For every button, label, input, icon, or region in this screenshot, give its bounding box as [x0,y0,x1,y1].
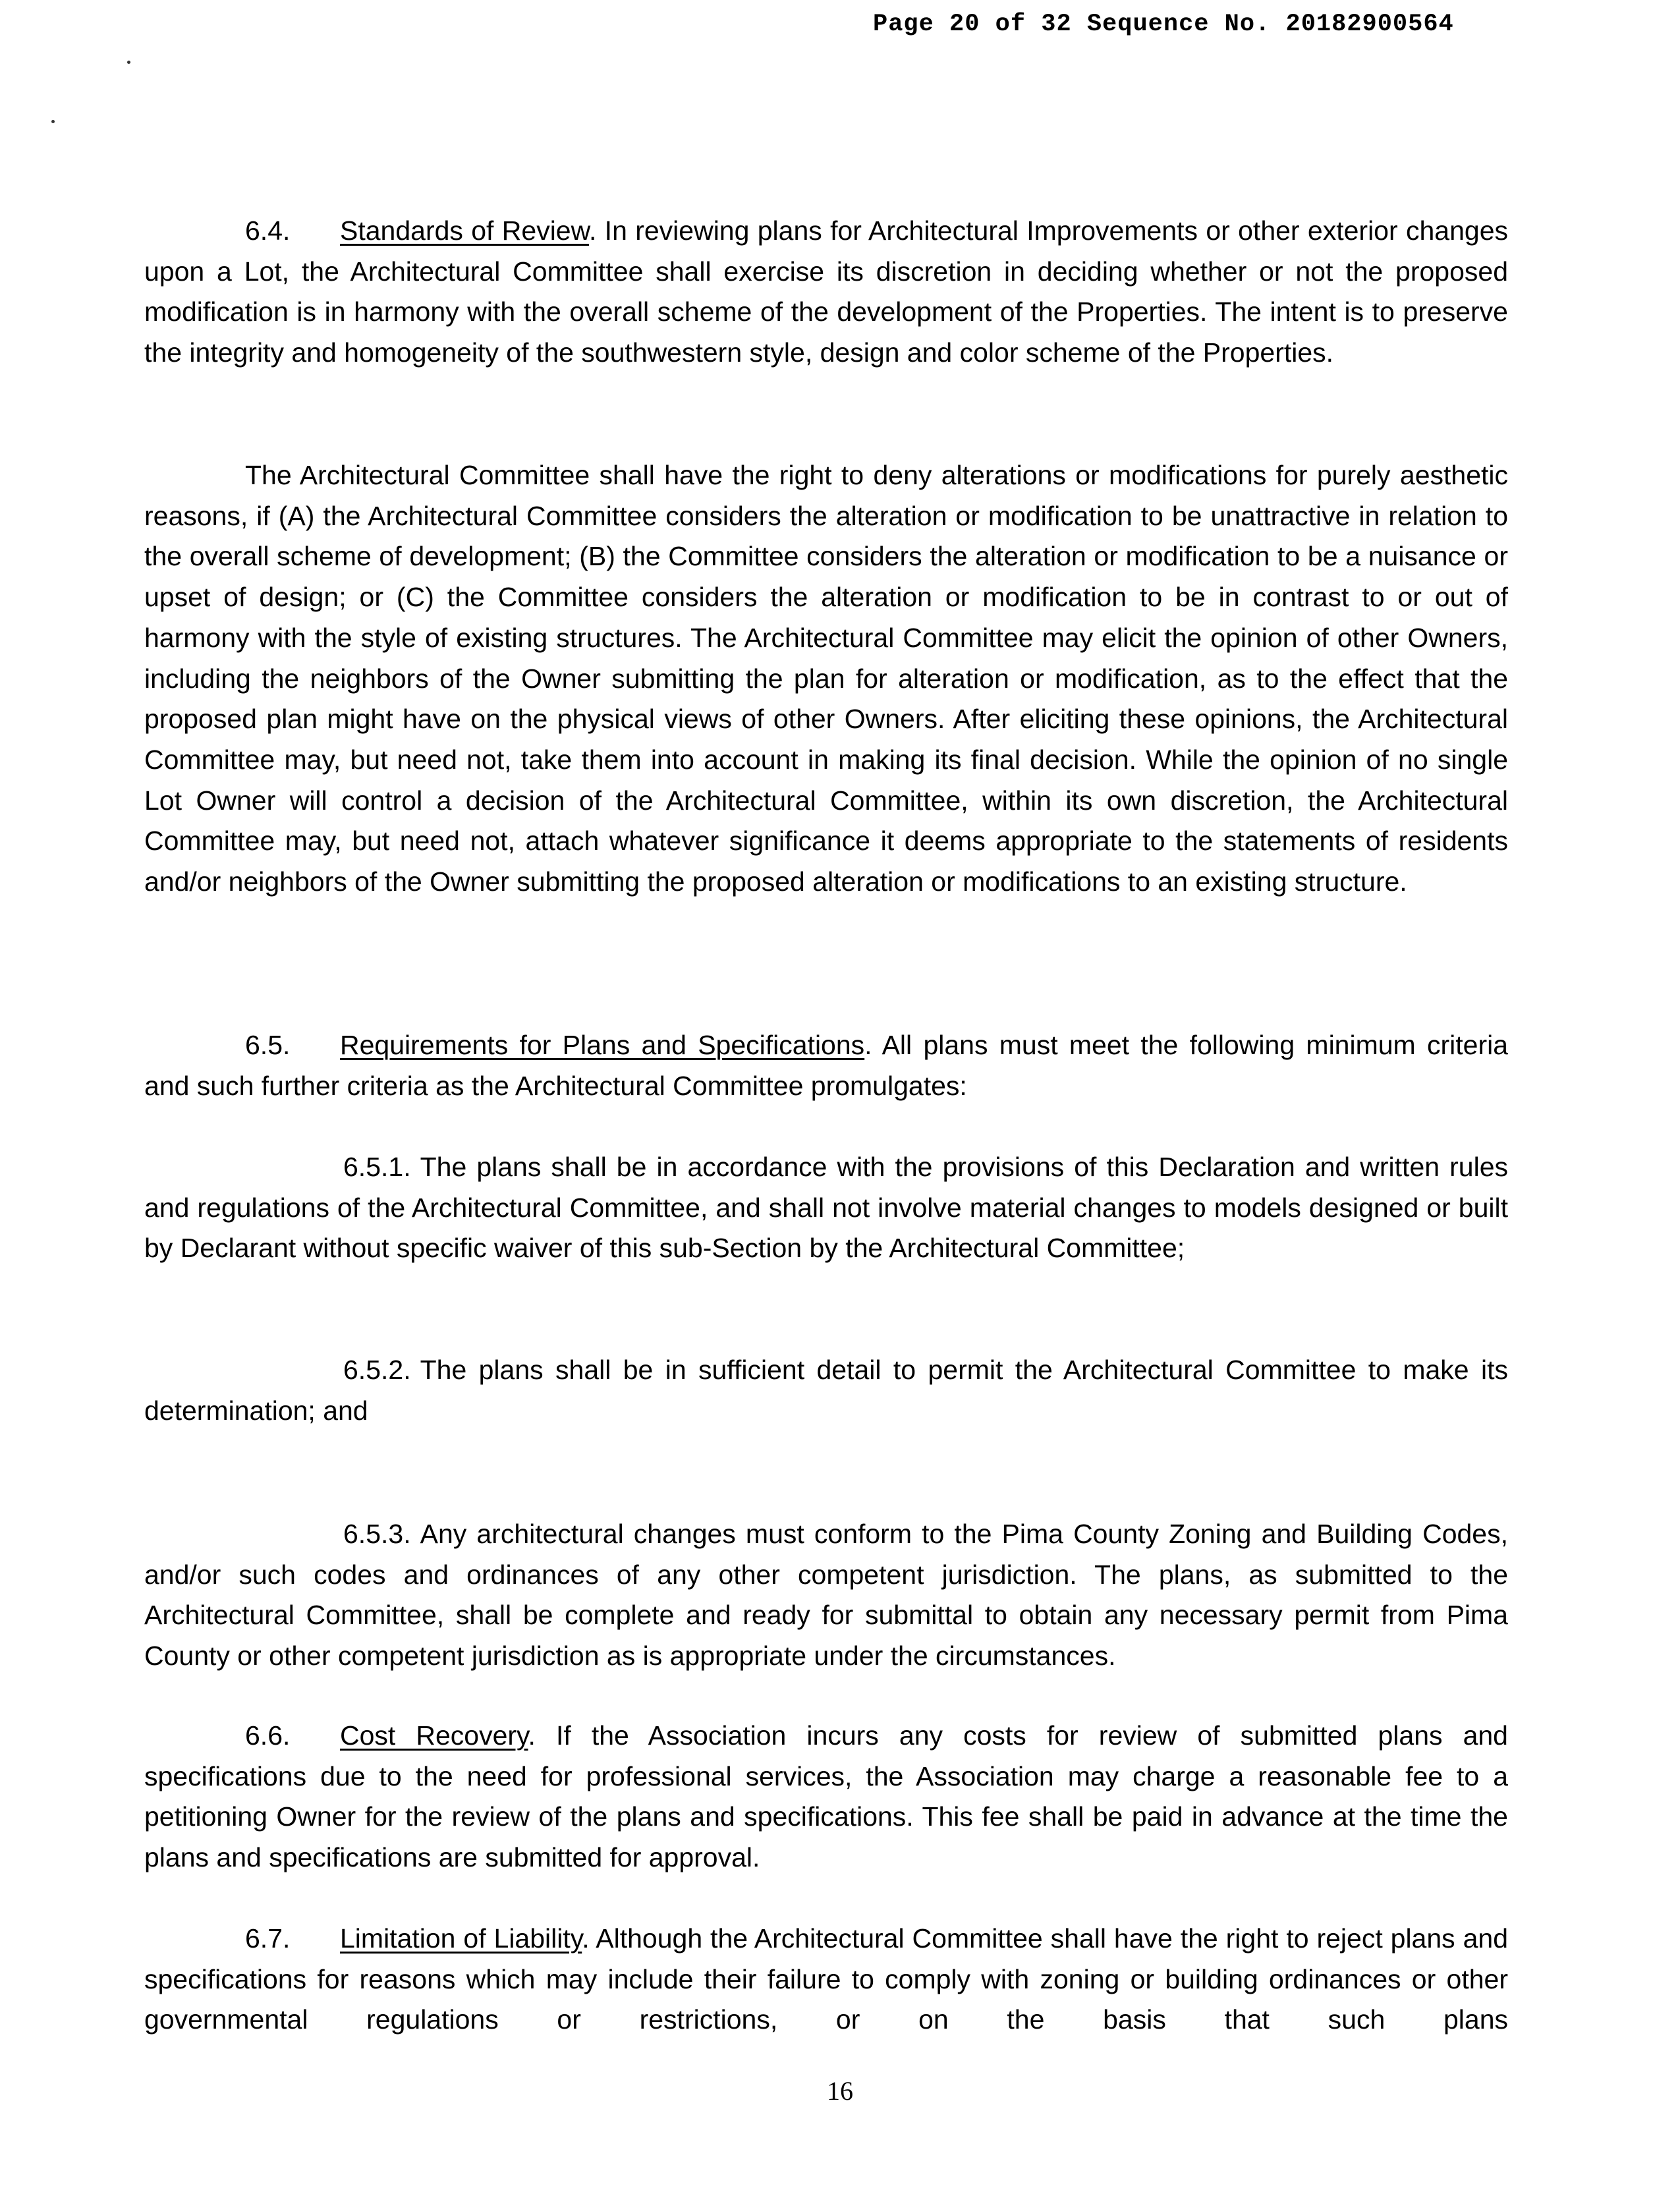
scan-speck [51,120,55,123]
section-number: 6.5. [245,1030,291,1060]
scan-speck [127,61,130,64]
section-number: 6.5.2. [343,1355,411,1385]
section-body: The plans shall be in sufficient detail to permit the Architectural Committee to make its determination; and [144,1355,1508,1426]
section-6-4-paragraph-2: The Architectural Committee shall have the right to deny alterations or modifications for purely aesthetic reasons, if (A) the Architectural Committee considers the alteration or modification to be unattractive in relation to the overall scheme of development; (B) the Committee considers the alteration or modification to be a nuisance or upset of design; or (C) the Committee considers the alteration or modification to be in contrast to or out of harmony with the style of existing structures. The Architectural Committee may elicit the opinion of other Owners, including the neighbors of the Owner submitting the plan for alteration or modification, as to the effect that the proposed plan might have on the physical views of other Owners. After eliciting these opinions, the Architectural Committee may, but need not, take them into account in making its final decision. While the opinion of no single Lot Owner will control a decision of the Architectural Committee, within its own discretion, the Architectural Committee may, but need not, attach whatever significance it deems appropriate to the statements of residents and/or neighbors of the Owner submitting the proposed alteration or modifications to an existing structure. [144,460,1508,897]
section-6-7 [144,1919,1508,2040]
section-body: The plans shall be in accordance with the provisions of this Declaration and written rules and regulations of the Architectural Committee, and shall not involve material changes to models designed or built by Declarant without specific waiver of this sub-Section by the Architectural Committee; [144,1152,1508,1264]
page-sequence-stamp: Page 20 of 32 Sequence No. 20182900564 [873,11,1454,38]
section-title: Limitation of Liability [340,1923,582,1954]
section-title: Cost Recovery [340,1720,528,1751]
section-6-5-2 [144,1350,1508,1431]
page-number: 16 [827,2076,853,2106]
section-body: . Although the Architectural Committee shall have the right to reject plans and specifications for reasons which may include their failure to comply with zoning or building ordinances or other governmental regulations or restrictions, or on the basis that such plans [144,1923,1508,2035]
section-body: . If the Association incurs any costs for review of submitted plans and specifications due to the need for professional services, the Association may charge a reasonable fee to a petitioning Owner for the review of the plans and specifications. This fee shall be paid in advance at the time the plans and specifications are submitted for approval. [144,1720,1508,1873]
section-body: Any architectural changes must conform to the Pima County Zoning and Building Codes, and/or such codes and ordinances of any other competent jurisdiction. The plans, as submitted to the Architectural Committee, shall be complete and ready for submittal to obtain any necessary permit from Pima County or other competent jurisdiction as is appropriate under the circumstances. [144,1519,1508,1672]
section-number: 6.6. [245,1720,291,1751]
section-6-4 [144,211,1508,374]
section-number: 6.5.1. [343,1152,411,1182]
section-6-6 [144,1716,1508,1878]
section-body: . All plans must meet the following minimum criteria and such further criteria as the Architectural Committee promulgates: [144,1030,1509,1101]
section-6-5-1 [144,1147,1508,1269]
section-body: . In reviewing plans for Architectural Improvements or other exterior changes upon a Lot, the Architectural Committee shall exercise its discretion in deciding whether or not the proposed modification is in harmony with the overall scheme of the development of the Properties. The intent is to preserve the integrity and homogeneity of the southwestern style, design and color scheme of the Properties. [144,215,1508,368]
section-number: 6.7. [245,1923,291,1954]
section-6-5 [144,1025,1508,1106]
section-6-5-3 [144,1514,1508,1677]
section-number: 6.5.3. [343,1519,411,1549]
section-number: 6.4. [245,215,291,246]
section-title: Standards of Review [340,215,589,246]
section-title: Requirements for Plans and Specifications [340,1030,865,1060]
